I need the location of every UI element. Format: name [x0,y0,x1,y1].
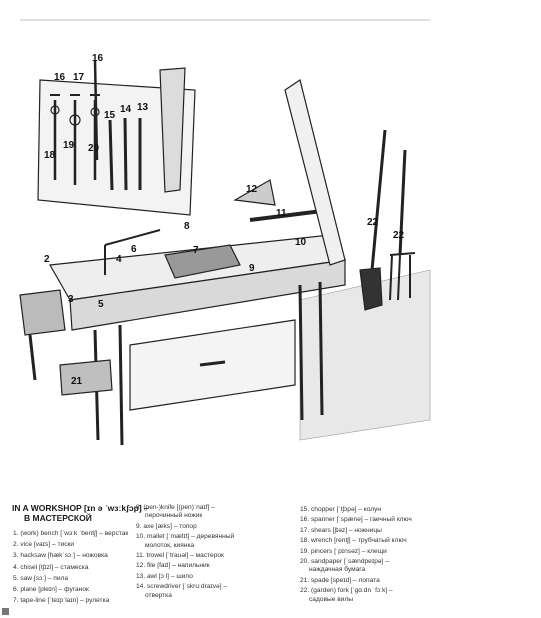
callout-3: 4 [116,254,122,265]
heading-line-en: IN A WORKSHOP [ɪn ə ˈwɜːkʃɔp] – [12,503,149,513]
list-item: 10. mallet [ˈmælɪt] – деревянный молоток, киянка [136,533,235,549]
list-item: 22. (garden) fork [ˈgɑːdn ˈfɔːk] – садовые вилы [300,587,393,603]
list-item: 13. awl [ɔːl] – шило [136,572,193,580]
list-item: 6. plane [pleɪn] – фуганок [13,586,89,594]
list-item: 20. sandpaper [ˈsændpeɪpə] – наждачная бумага [300,558,389,574]
callout-16b: 17 [73,72,85,83]
callout-7: 8 [184,221,190,232]
vocab-column-2 [136,504,234,602]
list-item: 4. chisel [tʃɪzl] – стамеска [13,563,89,571]
list-item: 1. (work) bench [ˈwɜːk ˈbentʃ] – верстак [13,530,129,537]
list-item: 7. tape-line [ˈteɪpˈlaɪn] – рулетка [13,597,110,605]
callout-20: 21 [71,376,83,387]
callout-9: 10 [295,237,307,248]
workshop-heading [12,503,149,523]
list-item: 8. (pen-)knife [(pen)ˈnaɪf] – перочинный ножик [136,504,215,520]
callout-22: 22 [393,230,405,241]
callout-14: 15 [104,110,116,121]
callout-2: 3 [68,294,74,305]
callout-17: 18 [44,150,56,161]
list-item: 3. hacksaw [hækˈsɔː] – ножовка [13,552,108,560]
list-item: 11. trowel [ˈtrauəl] – мастерок [136,552,224,560]
vocab-column-1 [13,530,128,608]
heading-line-ru: В МАСТЕРСКОЙ [24,513,92,523]
list-item: 12. file [faɪl] – напильник [136,562,210,570]
list-item: 21. spade [speɪd] – лопата [300,576,380,584]
list-item: 19. pincers [ˈpɪnsəz] – клещи [300,547,387,555]
callout-12: 13 [137,102,149,113]
list-item: 15. chopper [ˈtʃɔpə] – колун [300,506,382,513]
callout-21: 22 [367,217,379,228]
list-item: 9. axe [æks] – топор [136,522,197,530]
list-item: 5. saw [sɔː] – пила [13,574,69,582]
list-item: 14. screwdriver [ˈskruːdraɪvə] – отвертка [136,583,228,599]
callout-15: 16 [92,53,104,64]
callout-5: 6 [131,244,137,255]
callout-6: 7 [193,245,199,256]
callout-8: 9 [249,263,255,274]
vocab-column-3 [300,506,412,606]
callout-1: 2 [44,254,50,265]
list-item: 18. wrench [rentʃ] – трубчатый ключ [300,537,407,545]
callout-11: 12 [246,184,258,195]
callout-19: 20 [88,143,100,154]
callout-4: 5 [98,299,104,310]
callout-18: 19 [63,140,75,151]
callout-13: 14 [120,104,132,115]
list-item: 16. spanner [ˈspænə] – гаечный ключ [300,516,412,524]
callout-10: 11 [276,208,287,219]
page-corner-mark [2,608,9,615]
callout-16a: 16 [54,72,66,83]
list-item: 17. shears [ʃɪəz] – ножницы [300,526,382,534]
list-item: 2. vice [vaɪs] – тиски [13,541,75,549]
